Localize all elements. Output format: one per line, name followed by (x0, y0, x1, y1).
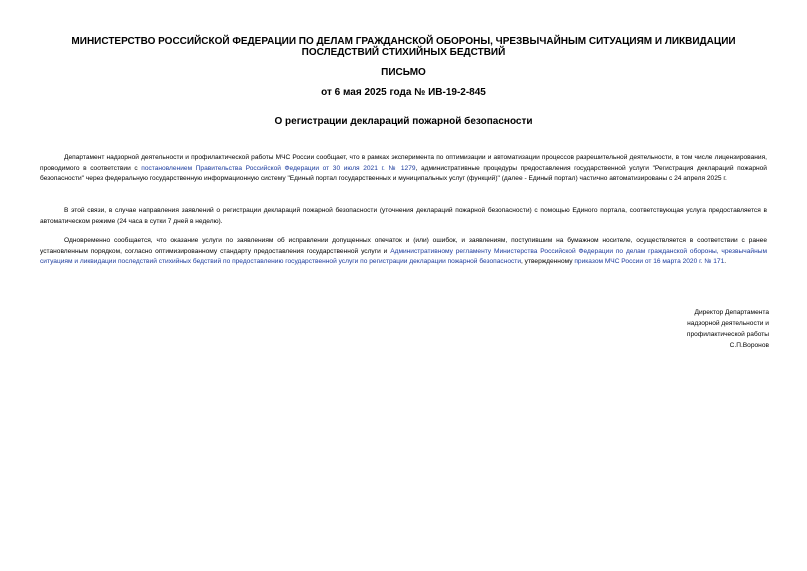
paragraph-2: В этой связи, в случае направления заявлений о регистрации деклараций пожарной безопасности (уточнения деклараций пожарной безопасности) с помощью Единого портала, соответствующая услуга предоставляется в автоматическом режиме (24 часа в сутки 7 дней в неделю). (40, 207, 767, 225)
mchs-order-link[interactable]: приказом МЧС России от 16 марта 2020 г. № 171 (574, 258, 725, 265)
paragraph-3-text-middle: , утвержденному (521, 258, 575, 265)
signatory-name: С.П.Воронов (729, 342, 769, 349)
paragraph-1-text-start: Департамент надзорной деятельности и профилактической работы МЧС России сообщает, что в рамках эксперимента по оптимизации и автоматизации процессов разрешительной деятельности, в том числе лицензирования, проводимого в соответствии с (40, 154, 767, 172)
signature-position-line-2: надзорной деятельности и (687, 320, 769, 327)
document-date-number: от 6 мая 2025 года № ИВ-19-2-845 (321, 87, 486, 98)
paragraph-3-text-start: Одновременно сообщается, что оказание услуги по заявлениям об исправлении допущенных опечаток и (или) ошибок, и заявлениям, поступившим на бумажном носителе, осуществляется в соответствии с ранее установленным порядком, согласно оптимизированному стандарту предоставления государственной услуги и (40, 237, 767, 255)
document-subject: О регистрации деклараций пожарной безопасности (274, 116, 533, 127)
document-type: ПИСЬМО (381, 67, 426, 78)
government-decree-link[interactable]: постановлением Правительства Российской Федерации от 30 июля 2021 г. № 1279 (141, 164, 416, 172)
signature-position-line-3: профилактической работы (686, 331, 769, 338)
paragraph-3 (40, 236, 767, 268)
ministry-title: МИНИСТЕРСТВО РОССИЙСКОЙ ФЕДЕРАЦИИ ПО ДЕЛАМ ГРАЖДАНСКОЙ ОБОРОНЫ, ЧРЕЗВЫЧАЙНЫМ СИТУАЦИЯМ И ЛИКВИДАЦИИ ПОСЛЕДСТВИЙ СТИХИЙНЫХ БЕДСТВИЙ (71, 36, 736, 58)
signature-position-line-1: Директор Департамента (694, 309, 769, 316)
paragraph-1 (40, 153, 767, 185)
paragraph-1-text-end: , административные процедуры предоставления государственной услуги "Регистрация деклараций пожарной безопасности" через федеральную государственную информационную систему "Единый портал государственных и муниципальных услуг (функций)" (далее - Единый портал) частично автоматизированы с 24 апреля 2025 г. (40, 164, 767, 182)
administrative-regulation-link[interactable]: Административному регламенту Министерства Российской Федерации по делам гражданской обороны, чрезвычайным ситуациям и ликвидации последствий стихийных бедствий по предоставлению государственной услуги по регистрации декларации пожарной безопасности (40, 247, 767, 265)
signature-block (639, 307, 769, 351)
paragraph-3-text-end: . (724, 258, 727, 265)
